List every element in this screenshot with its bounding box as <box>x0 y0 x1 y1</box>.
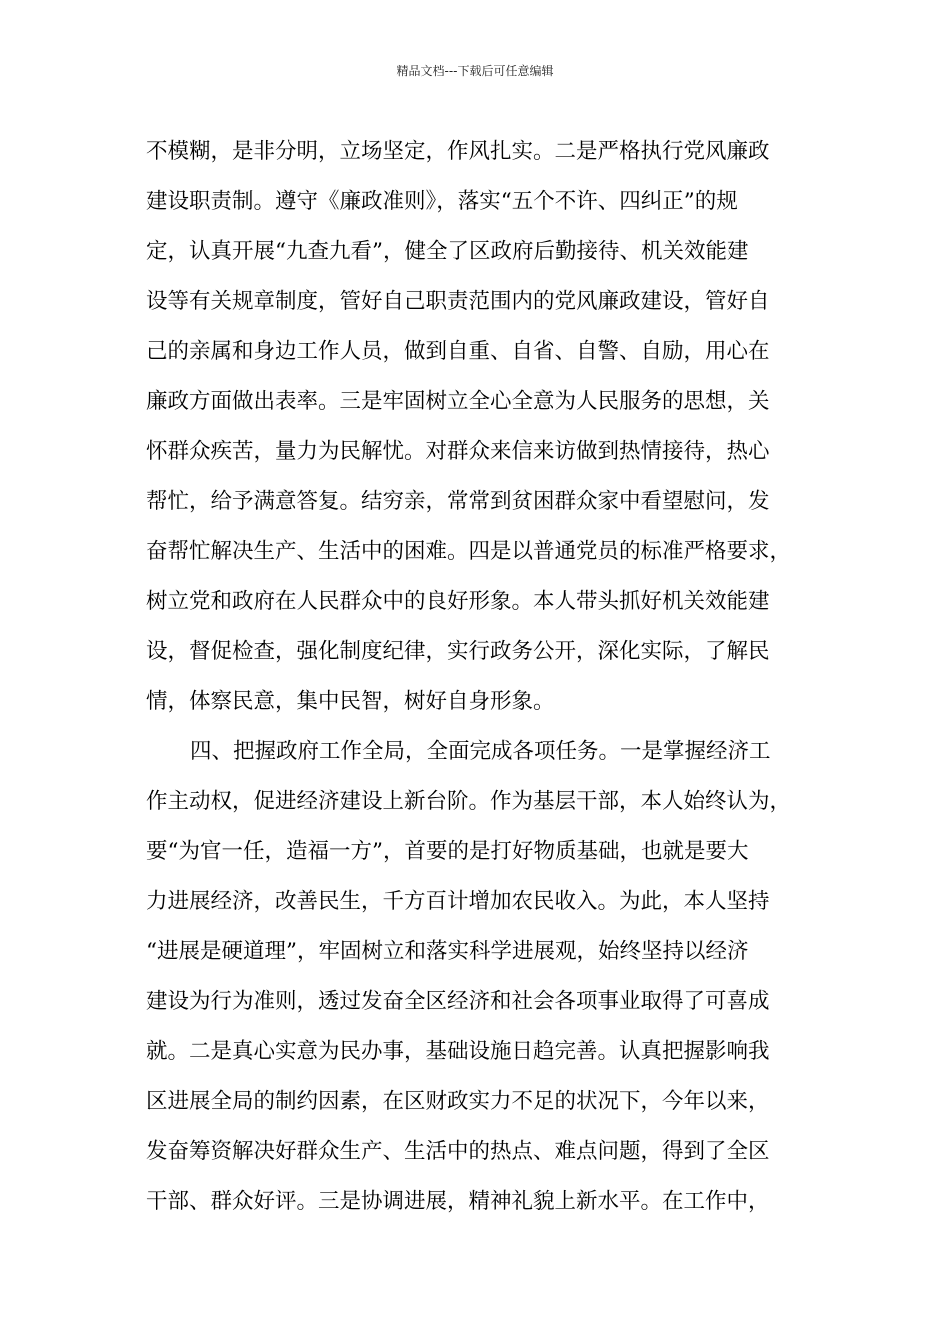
text-line: 发奋筹资解决好群众生产、生活中的热点、难点问题，得到了全区 <box>146 1139 770 1164</box>
text-line: 就。二是真心实意为民办事，基础设施日趋完善。认真把握影响我 <box>146 1039 770 1064</box>
text-line: 区进展全局的制约因素，在区财政实力不足的状况下，今年以来， <box>146 1089 770 1114</box>
text-line: 树立党和政府在人民群众中的良好形象。本人带头抓好机关效能建 <box>146 589 770 614</box>
text-line: 建设职责制。遵守《廉政准则》，落实“五个不许、四纠正”的规 <box>146 189 738 214</box>
text-line: 定，认真开展“九查九看”，健全了区政府后勤接待、机关效能建 <box>146 239 749 264</box>
text-line: 干部、群众好评。三是协调进展，精神礼貌上新水平。在工作中， <box>146 1189 770 1214</box>
page-header: 精品文档---下载后可任意编辑 <box>396 64 554 78</box>
text-line: 设等有关规章制度，管好自己职责范围内的党风廉政建设，管好自 <box>146 289 770 314</box>
text-line: 建设为行为准则，透过发奋全区经济和社会各项事业取得了可喜成 <box>146 989 770 1014</box>
paragraph-first-line: 四、把握政府工作全局，全面完成各项任务。一是掌握经济工 <box>190 739 771 764</box>
text-line: 情，体察民意，集中民智，树好自身形象。 <box>146 689 555 714</box>
text-line: 要“为官一任，造福一方”，首要的是打好物质基础，也就是要大 <box>146 839 749 864</box>
text-line: 作主动权，促进经济建设上新台阶。作为基层干部，本人始终认为， <box>146 789 792 814</box>
text-line: 奋帮忙解决生产、生活中的困难。四是以普通党员的标准严格要求， <box>146 539 792 564</box>
document-body <box>146 127 806 1227</box>
text-line: 力进展经济，改善民生，千方百计增加农民收入。为此，本人坚持 <box>146 889 770 914</box>
text-line: 不模糊，是非分明，立场坚定，作风扎实。二是严格执行党风廉政 <box>146 139 770 164</box>
text-line: 设，督促检查，强化制度纪律，实行政务公开，深化实际，了解民 <box>146 639 770 664</box>
text-line: 怀群众疾苦，量力为民解忧。对群众来信来访做到热情接待，热心 <box>146 439 770 464</box>
text-line: 廉政方面做出表率。三是牢固树立全心全意为人民服务的思想，关 <box>146 389 770 414</box>
text-line: 己的亲属和身边工作人员，做到自重、自省、自警、自励，用心在 <box>146 339 770 364</box>
text-line: 帮忙，给予满意答复。结穷亲，常常到贫困群众家中看望慰问，发 <box>146 489 770 514</box>
text-line: “进展是硬道理”，牢固树立和落实科学进展观，始终坚持以经济 <box>146 939 749 964</box>
